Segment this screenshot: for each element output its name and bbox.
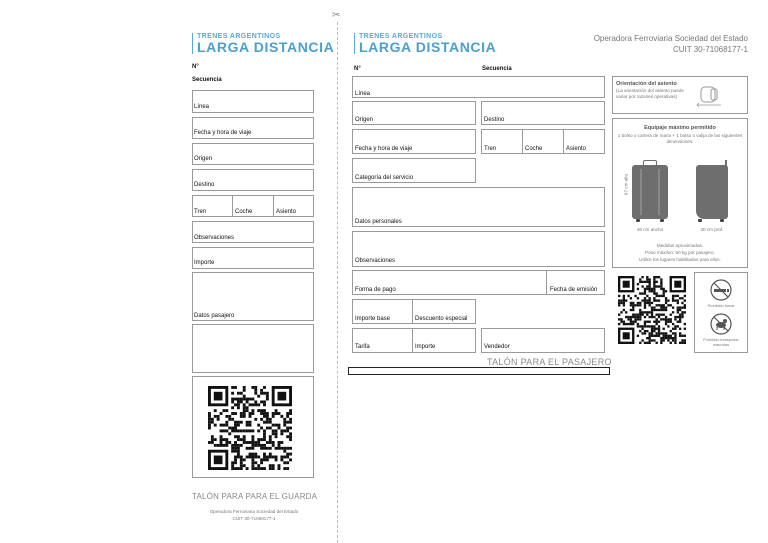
orientacion-title: Orientación del asiento: [616, 81, 677, 87]
stub-brand: [192, 33, 334, 54]
alto-label: 67 cm alto: [623, 173, 629, 196]
ticket-importe-label: Importe: [415, 344, 436, 350]
ticket-brand-top: TRENES ARGENTINOS: [359, 33, 443, 40]
ticket-qr-code: [618, 276, 686, 344]
stub-footer-company: Operadora Ferroviaria Sociedad del Estado: [209, 509, 299, 514]
ticket-brand-main: LARGA DISTANCIA: [359, 39, 497, 55]
stub-footer-title: TALÓN PARA PARA EL GUARDA: [192, 492, 318, 501]
stub-qr-code: [208, 386, 296, 470]
stub-observaciones-label: Observaciones: [194, 235, 235, 241]
stub-tren-label: Tren: [194, 209, 207, 215]
medidas-2: Peso máximo: 50 kg por pasajero.: [645, 250, 715, 255]
stub-brand-top: TRENES ARGENTINOS: [197, 33, 281, 40]
ticket-company: Operadora Ferroviaria Sociedad del Estado: [593, 34, 748, 43]
ticket-linea-label: Línea: [355, 91, 371, 97]
stub-blank-field: [192, 324, 314, 373]
ticket-vendedor-label: Vendedor: [484, 344, 510, 350]
ticket-cuit: CUIT 30-71068177-1: [672, 45, 748, 54]
ticket-datos-personales-label: Datos personales: [355, 219, 402, 225]
orientacion-text: (La orientación del asiento puede variar por razones operativas): [616, 88, 684, 99]
ticket-fecha-label: Fecha y hora de viaje: [355, 146, 413, 152]
stub-destino-label: Destino: [194, 182, 215, 188]
ticket-destino-label: Destino: [484, 117, 505, 123]
equipaje-text: 1 bolso o cartera de mano + 1 bolso o valija de las siguientes dimensiones:: [617, 133, 743, 144]
cut-line: [337, 22, 338, 543]
ticket-observaciones-label: Observaciones: [355, 258, 396, 264]
scissors-icon: ✂: [332, 10, 341, 21]
ticket-tren-label: Tren: [484, 146, 497, 152]
ticket-importe-base-label: Importe base: [355, 316, 391, 322]
ticket-coche-label: Coche: [525, 146, 543, 152]
ancho-label: 46 cm ancho: [636, 227, 664, 232]
ticket-linea-field: [352, 76, 605, 98]
stub-linea-label: Línea: [194, 104, 210, 110]
stub-origen-label: Origen: [194, 156, 213, 162]
no-smoking-label: Prohibido fumar: [707, 304, 735, 308]
prof-label: 30 cm prof.: [700, 227, 724, 232]
suitcase-side-icon: [696, 165, 728, 219]
stub-brand-main: LARGA DISTANCIA: [197, 39, 335, 55]
stub-numero-label: N°: [192, 64, 199, 70]
suitcase-icon: [632, 165, 668, 219]
stub-secuencia-label: Secuencia: [192, 77, 222, 83]
no-pets-icon: [707, 312, 735, 336]
ticket-numero-label: N°: [354, 66, 361, 72]
ticket-categoria-label: Categoría del servicio: [355, 175, 414, 181]
stub-footer-cuit: CUIT 30-71068177-1: [232, 516, 276, 521]
ticket-footer-title: TALÓN PARA EL PASAJERO: [487, 357, 612, 367]
ticket-secuencia-label: Secuencia: [482, 66, 512, 72]
ticket-tarifa-label: Tarifa: [355, 344, 370, 350]
medidas-1: Medidas aproximadas.: [656, 243, 704, 248]
ticket-footer-bar: [348, 367, 610, 375]
ticket-origen-label: Origen: [355, 117, 374, 123]
stub-importe-label: Importe: [194, 260, 215, 266]
stub-datos-pasajero-label: Datos pasajero: [194, 313, 235, 319]
medidas-3: Utilice los lugares habilitados para ellos.: [639, 257, 721, 262]
no-pets-label: Prohibido transportar mascotas: [703, 338, 739, 347]
ticket-fecha-emision-label: Fecha de emisión: [550, 287, 598, 293]
ticket-brand: [354, 33, 496, 54]
ticket-tarifa-field: [352, 328, 476, 353]
equipaje-title: Equipaje máximo permitido: [644, 125, 716, 131]
no-smoking-icon: [707, 278, 735, 302]
stub-fecha-label: Fecha y hora de viaje: [194, 130, 252, 136]
stub-coche-label: Coche: [235, 209, 253, 215]
ticket-asiento-label: Asiento: [566, 146, 587, 152]
stub-linea-field: [192, 90, 314, 113]
ticket-forma-pago-label: Forma de pago: [355, 287, 396, 293]
ticket-tren-coche-field: [481, 129, 605, 154]
seat-icon: [694, 82, 724, 108]
stub-asiento-label: Asiento: [276, 209, 297, 215]
ticket-descuento-label: Descuento especial: [415, 316, 468, 322]
